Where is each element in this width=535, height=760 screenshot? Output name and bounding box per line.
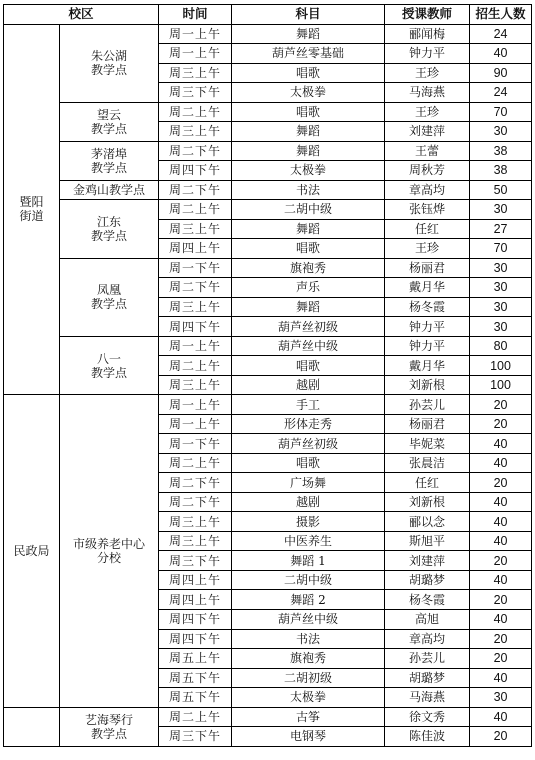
enrollment-cell: 20 [470,590,532,610]
teacher-cell: 钟力平 [385,44,470,64]
table-row [4,336,532,356]
site-cell [60,141,159,180]
time-cell: 周一上午 [159,395,232,415]
subject-cell: 二胡中级 [232,570,385,590]
time-cell: 周四下午 [159,317,232,337]
time-cell: 周三上午 [159,122,232,142]
time-cell: 周四下午 [159,609,232,629]
subject-cell: 葫芦丝中级 [232,609,385,629]
enrollment-cell: 38 [470,141,532,161]
enrollment-cell: 40 [470,453,532,473]
enrollment-cell: 100 [470,375,532,395]
teacher-cell: 王珍 [385,63,470,83]
subject-cell: 舞蹈 [232,297,385,317]
subject-cell: 葫芦丝初级 [232,434,385,454]
enrollment-cell: 40 [470,707,532,727]
subject-cell: 舞蹈 [232,24,385,44]
teacher-cell: 王珍 [385,102,470,122]
time-cell: 周三下午 [159,727,232,747]
name-line: 教学点 [91,228,128,243]
time-cell: 周四上午 [159,590,232,610]
subject-cell: 古筝 [232,707,385,727]
subject-cell: 声乐 [232,278,385,298]
subject-cell: 广场舞 [232,473,385,493]
teacher-cell: 钟力平 [385,336,470,356]
enrollment-cell: 70 [470,102,532,122]
enrollment-cell: 30 [470,688,532,708]
enrollment-cell: 40 [470,492,532,512]
teacher-cell: 陈佳波 [385,727,470,747]
subject-cell: 舞蹈 1 [232,551,385,571]
time-cell: 周一上午 [159,24,232,44]
time-cell: 周一下午 [159,434,232,454]
enrollment-cell: 80 [470,336,532,356]
teacher-cell: 刘建萍 [385,122,470,142]
time-cell: 周三上午 [159,375,232,395]
enrollment-cell: 20 [470,727,532,747]
subject-cell: 葫芦丝中级 [232,336,385,356]
subject-cell: 太极拳 [232,688,385,708]
header-time: 时间 [159,5,232,25]
subject-cell: 太极拳 [232,161,385,181]
name-line: 望云 [97,107,122,122]
time-cell: 周三上午 [159,63,232,83]
enrollment-cell: 24 [470,24,532,44]
name-line: 分校 [97,550,122,565]
area-cell [4,707,60,746]
area-cell [4,395,60,707]
time-cell: 周一上午 [159,336,232,356]
subject-cell: 舞蹈 [232,219,385,239]
teacher-cell: 刘新根 [385,492,470,512]
enrollment-cell: 40 [470,434,532,454]
time-cell: 周二下午 [159,492,232,512]
teacher-cell: 马海燕 [385,688,470,708]
enrollment-cell: 27 [470,219,532,239]
name-line: 民政局 [13,543,50,558]
area-cell [4,24,60,395]
time-cell: 周五下午 [159,668,232,688]
teacher-cell: 章高均 [385,180,470,200]
name-line: 茅渚埠 [91,146,128,161]
teacher-cell: 杨丽君 [385,414,470,434]
enrollment-cell: 40 [470,44,532,64]
subject-cell: 形体走秀 [232,414,385,434]
name-line: 教学点 [91,365,128,380]
time-cell: 周二上午 [159,356,232,376]
site-cell [60,336,159,395]
site-cell [60,180,159,200]
time-cell: 周三上午 [159,512,232,532]
enrollment-cell: 40 [470,609,532,629]
enrollment-cell: 50 [470,180,532,200]
teacher-cell: 杨丽君 [385,258,470,278]
time-cell: 周二上午 [159,200,232,220]
name-line: 凤凰 [97,283,122,298]
name-line: 暨阳 [19,195,44,210]
name-line: 教学点 [91,160,128,175]
subject-cell: 唱歌 [232,356,385,376]
enrollment-cell: 100 [470,356,532,376]
teacher-cell: 任红 [385,473,470,493]
subject-cell: 二胡中级 [232,200,385,220]
time-cell: 周三上午 [159,219,232,239]
enrollment-cell: 20 [470,473,532,493]
header-row [4,5,532,25]
teacher-cell: 戴月华 [385,356,470,376]
enrollment-cell: 30 [470,122,532,142]
time-cell: 周二下午 [159,473,232,493]
teacher-cell: 胡璐梦 [385,570,470,590]
site-cell [60,395,159,707]
subject-cell: 太极拳 [232,83,385,103]
name-line: 市级养老中心 [73,536,146,551]
enrollment-cell: 30 [470,317,532,337]
name-line: 朱公湖 [91,49,128,64]
schedule-body [4,24,532,746]
time-cell: 周二上午 [159,102,232,122]
teacher-cell: 章高均 [385,629,470,649]
subject-cell: 摄影 [232,512,385,532]
teacher-cell: 毕妮菜 [385,434,470,454]
name-line: 街道 [19,209,44,224]
header-enrollment: 招生人数 [470,5,532,25]
teacher-cell: 刘建萍 [385,551,470,571]
table-row [4,395,532,415]
teacher-cell: 戴月华 [385,278,470,298]
enrollment-cell: 30 [470,258,532,278]
header-subject: 科目 [232,5,385,25]
enrollment-cell: 90 [470,63,532,83]
name-line: 教学点 [91,726,128,741]
subject-cell: 书法 [232,629,385,649]
teacher-cell: 马海燕 [385,83,470,103]
enrollment-cell: 30 [470,200,532,220]
teacher-cell: 张钰烨 [385,200,470,220]
enrollment-cell: 20 [470,414,532,434]
site-cell [60,200,159,259]
teacher-cell: 孙芸儿 [385,649,470,669]
enrollment-cell: 20 [470,629,532,649]
subject-cell: 旗袍秀 [232,258,385,278]
teacher-cell: 胡璐梦 [385,668,470,688]
time-cell: 周四上午 [159,239,232,259]
teacher-cell: 孙芸儿 [385,395,470,415]
name-line: 教学点 [91,63,128,78]
subject-cell: 葫芦丝零基础 [232,44,385,64]
name-line: 金鸡山教学点 [73,182,146,197]
subject-cell: 越剧 [232,375,385,395]
teacher-cell: 杨冬霞 [385,297,470,317]
time-cell: 周二下午 [159,180,232,200]
teacher-cell: 周秋芳 [385,161,470,181]
subject-cell: 舞蹈 2 [232,590,385,610]
enrollment-cell: 20 [470,649,532,669]
teacher-cell: 杨冬霞 [385,590,470,610]
enrollment-cell: 40 [470,668,532,688]
enrollment-cell: 24 [470,83,532,103]
teacher-cell: 斯旭平 [385,531,470,551]
subject-cell: 旗袍秀 [232,649,385,669]
site-cell [60,102,159,141]
teacher-cell: 刘新根 [385,375,470,395]
teacher-cell: 王蕾 [385,141,470,161]
enrollment-cell: 40 [470,570,532,590]
enrollment-cell: 70 [470,239,532,259]
subject-cell: 越剧 [232,492,385,512]
time-cell: 周二上午 [159,453,232,473]
header-campus: 校区 [4,5,159,25]
subject-cell: 唱歌 [232,239,385,259]
table-row [4,258,532,278]
time-cell: 周五上午 [159,649,232,669]
enrollment-cell: 30 [470,297,532,317]
enrollment-cell: 30 [470,278,532,298]
time-cell: 周一上午 [159,44,232,64]
name-line: 江东 [97,214,122,229]
table-row [4,180,532,200]
time-cell: 周二下午 [159,141,232,161]
time-cell: 周一上午 [159,414,232,434]
site-cell [60,24,159,102]
time-cell: 周一下午 [159,258,232,278]
time-cell: 周三上午 [159,531,232,551]
enrollment-cell: 20 [470,551,532,571]
name-line: 艺海琴行 [85,712,134,727]
enrollment-cell: 40 [470,531,532,551]
site-cell [60,707,159,746]
subject-cell: 唱歌 [232,63,385,83]
teacher-cell: 钟力平 [385,317,470,337]
subject-cell: 舞蹈 [232,122,385,142]
header-teacher: 授课教师 [385,5,470,25]
subject-cell: 唱歌 [232,102,385,122]
time-cell: 周四下午 [159,161,232,181]
subject-cell: 中医养生 [232,531,385,551]
teacher-cell: 王珍 [385,239,470,259]
name-line: 教学点 [91,297,128,312]
time-cell: 周三下午 [159,83,232,103]
time-cell: 周三上午 [159,297,232,317]
subject-cell: 手工 [232,395,385,415]
table-row [4,200,532,220]
time-cell: 周二上午 [159,707,232,727]
name-line: 教学点 [91,121,128,136]
table-row [4,102,532,122]
table-row [4,707,532,727]
time-cell: 周五下午 [159,688,232,708]
subject-cell: 书法 [232,180,385,200]
time-cell: 周二下午 [159,278,232,298]
time-cell: 周三下午 [159,551,232,571]
teacher-cell: 郦闻梅 [385,24,470,44]
site-cell [60,258,159,336]
teacher-cell: 张晨洁 [385,453,470,473]
enrollment-cell: 40 [470,512,532,532]
table-row [4,24,532,44]
name-line: 八一 [97,351,122,366]
subject-cell: 葫芦丝初级 [232,317,385,337]
subject-cell: 舞蹈 [232,141,385,161]
enrollment-cell: 38 [470,161,532,181]
teacher-cell: 高旭 [385,609,470,629]
teacher-cell: 徐文秀 [385,707,470,727]
subject-cell: 电钢琴 [232,727,385,747]
time-cell: 周四上午 [159,570,232,590]
subject-cell: 二胡初级 [232,668,385,688]
teacher-cell: 郦以念 [385,512,470,532]
teacher-cell: 任红 [385,219,470,239]
table-row [4,141,532,161]
schedule-table [3,4,532,747]
subject-cell: 唱歌 [232,453,385,473]
time-cell: 周四下午 [159,629,232,649]
enrollment-cell: 20 [470,395,532,415]
